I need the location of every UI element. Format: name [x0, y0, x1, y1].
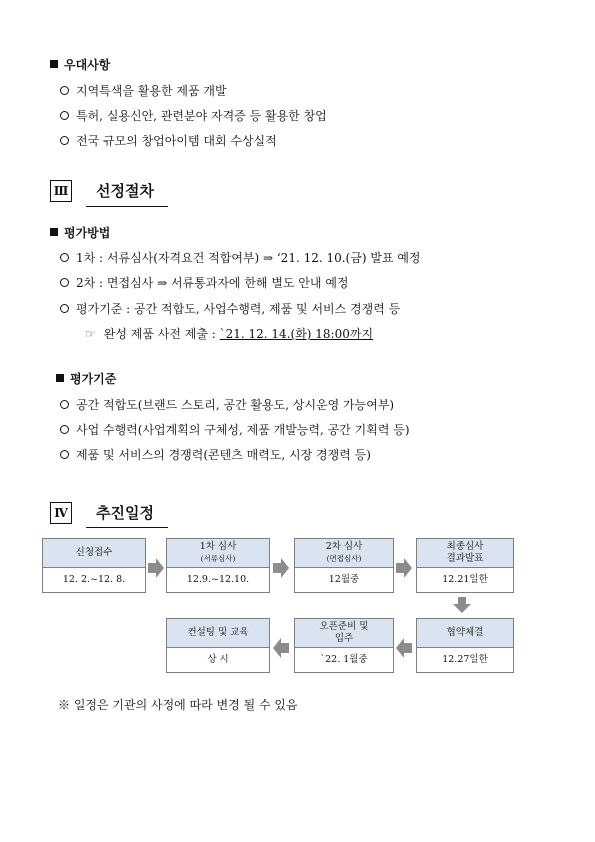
arrow-left-icon	[396, 638, 412, 658]
list-item: 평가기준 : 공간 적합도, 사업수행력, 제품 및 서비스 경쟁력 등	[60, 300, 400, 317]
footnote: ※ 일정은 기관의 사정에 따라 변경 될 수 있음	[58, 698, 298, 712]
list-item: 사업 수행력(사업계획의 구체성, 제품 개발능력, 공간 기획력 등)	[60, 421, 410, 438]
schedule-step: 컨설팅 및 교육 상 시	[166, 618, 270, 673]
method-heading: 평가방법	[50, 224, 110, 241]
list-item: 특허, 실용신안, 관련분야 자격증 등 활용한 창업	[60, 107, 327, 124]
list-item: 전국 규모의 창업아이템 대회 수상실적	[60, 132, 277, 149]
arrow-left-icon	[273, 638, 289, 658]
criteria-heading: 평가기준	[56, 370, 116, 387]
schedule-step: 오픈준비 및 입주 `22. 1월중	[294, 618, 394, 673]
list-item: 1차 : 서류심사(자격요건 적합여부) ⇒ ‘21. 12. 10.(금) 발표 예정	[60, 249, 421, 266]
schedule-step: 신청접수 12. 2.~12. 8.	[42, 538, 146, 593]
section-number: Ⅳ	[50, 502, 72, 524]
schedule-step: 1차 심사 (서류심사) 12.9.~12.10.	[166, 538, 270, 593]
schedule-step: 최종심사 결과발표 12.21일한	[416, 538, 514, 593]
pointing-hand-icon: ☞	[85, 327, 96, 341]
preference-heading: 우대사항	[50, 56, 110, 73]
arrow-right-icon	[148, 558, 164, 578]
schedule-step: 협약체결 12.27일한	[416, 618, 514, 673]
list-item: 2차 : 면접심사 ⇒ 서류통과자에 한해 별도 안내 예정	[60, 274, 349, 291]
submission-deadline: `21. 12. 14.(화) 18:00까지	[219, 327, 374, 341]
section-title: 추진일정	[96, 504, 154, 522]
section-number: Ⅲ	[50, 180, 72, 202]
list-item: 제품 및 서비스의 경쟁력(콘텐츠 매력도, 시장 경쟁력 등)	[60, 446, 371, 463]
section-title: 선정절차	[96, 182, 154, 200]
arrow-right-icon	[273, 558, 289, 578]
arrow-right-icon	[396, 558, 412, 578]
list-item: 지역특색을 활용한 제품 개발	[60, 82, 227, 99]
submission-note: ☞ 완성 제품 사전 제출 : `21. 12. 14.(화) 18:00까지	[85, 327, 374, 341]
list-item: 공간 적합도(브랜드 스토리, 공간 활용도, 상시운영 가능여부)	[60, 396, 394, 413]
arrow-down-icon	[453, 597, 471, 613]
schedule-step: 2차 심사 (면접심사) 12월중	[294, 538, 394, 593]
